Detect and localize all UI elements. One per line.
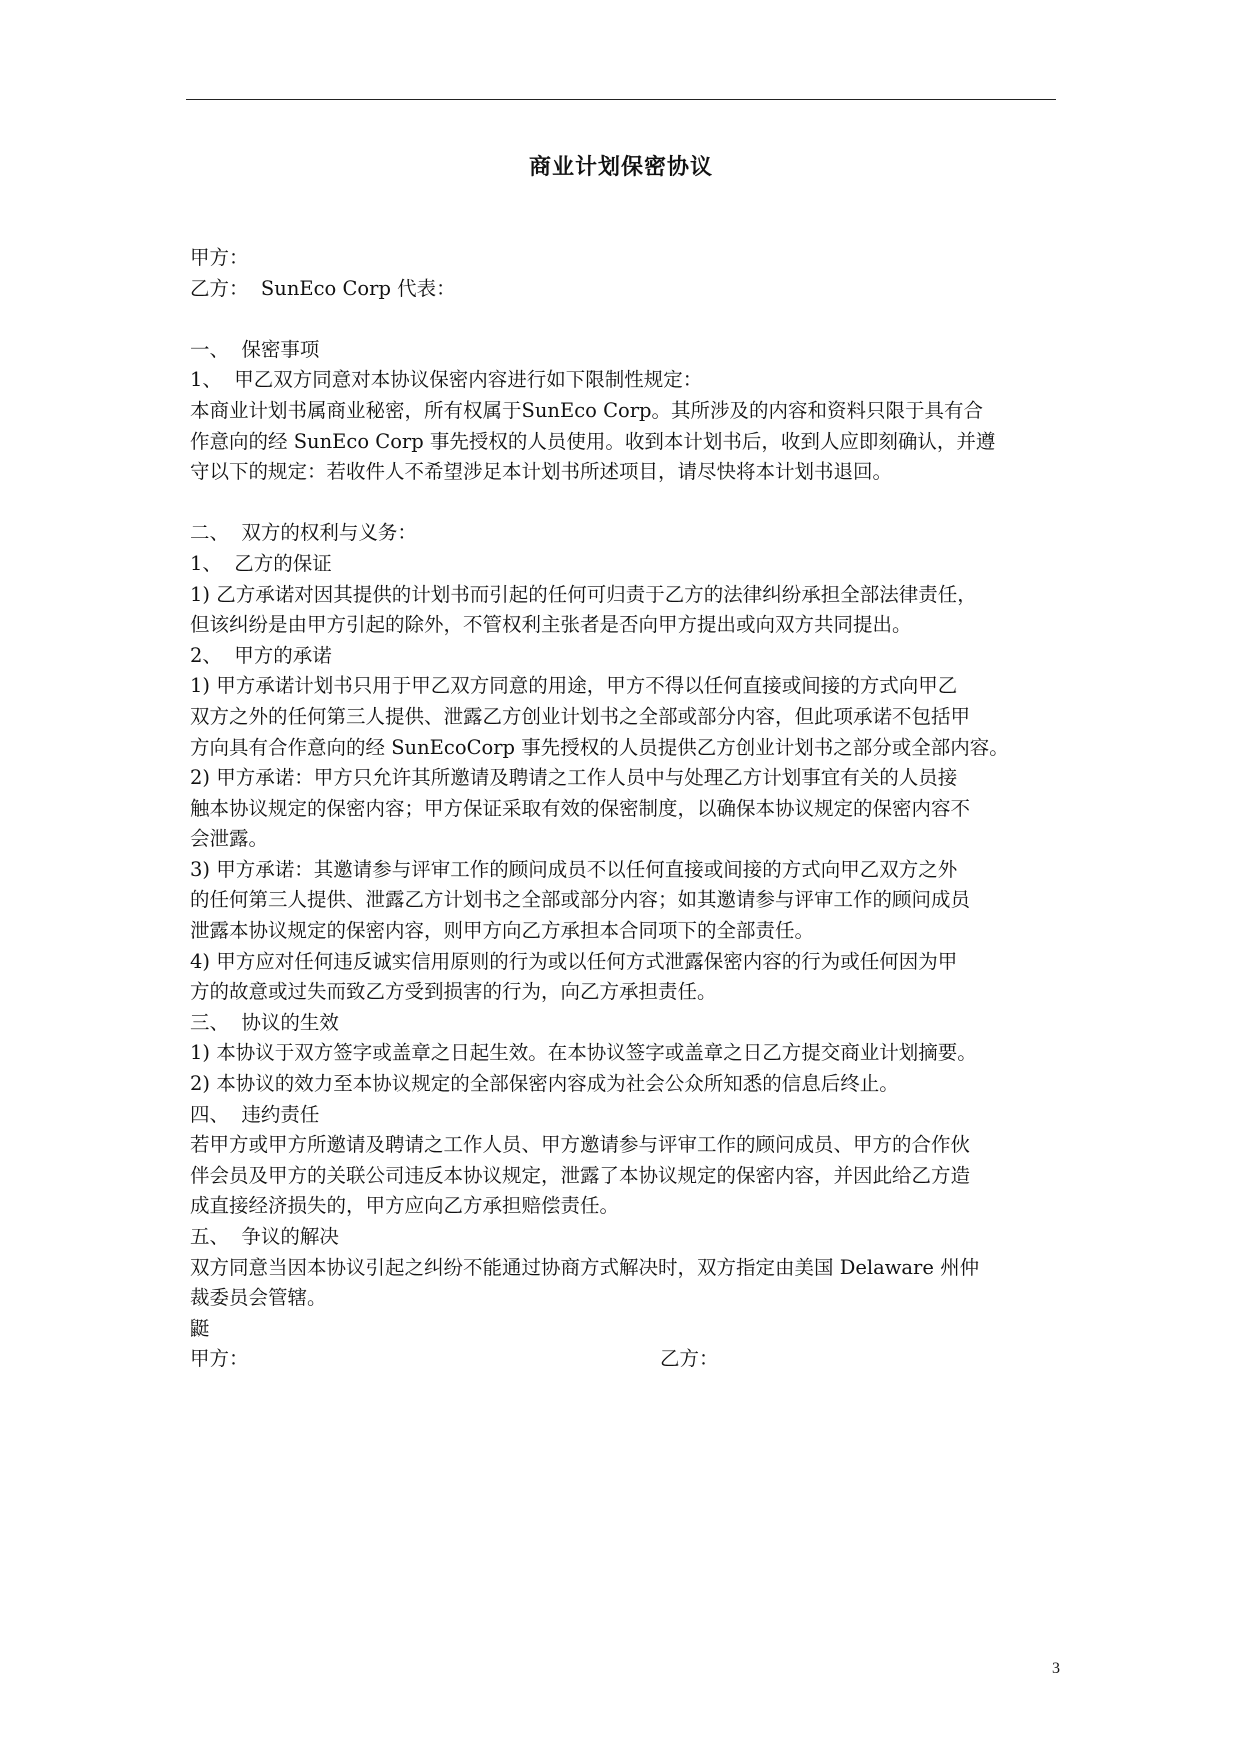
section-2-item-1-line: 方向具有合作意向的经 SunEcoCorp 事先授权的人员提供乙方创业计划书之部分或全部内容。 [190, 735, 1009, 759]
section-2-item-2-line: 触本协议规定的保密内容；甲方保证采取有效的保密制度，以确保本协议规定的保密内容不 [190, 796, 971, 820]
section-4-line: 若甲方或甲方所邀请及聘请之工作人员、甲方邀请参与评审工作的顾问成员、甲方的合作伙 [190, 1133, 971, 1157]
section-2-sub-1-line: 1) 乙方承诺对因其提供的计划书而引起的任何可归责于乙方的法律纠纷承担全部法律责任， [190, 582, 977, 606]
section-5-line: 裁委员会管辖。 [190, 1286, 327, 1310]
signature-party-b: 乙方： [660, 1347, 719, 1371]
section-2-item-4-line: 4) 甲方应对任何违反诚实信用原则的行为或以任何方式泄露保密内容的行为或任何因为甲 [190, 949, 958, 973]
section-4-heading: 四、 违约责任 [190, 1102, 320, 1126]
section-1-para-line: 本商业计划书属商业秘密，所有权属于SunEco Corp。其所涉及的内容和资料只限于具有合 [190, 398, 984, 422]
section-3-line: 1) 本协议于双方签字或盖章之日起生效。在本协议签字或盖章之日乙方提交商业计划摘要。 [190, 1041, 977, 1065]
section-3-heading: 三、 协议的生效 [190, 1010, 339, 1034]
stray-character: 鼮 [190, 1316, 210, 1340]
section-2-item-4-line: 方的故意或过失而致乙方受到损害的行为，向乙方承担责任。 [190, 980, 717, 1004]
section-2-item-2-line: 会泄露。 [190, 827, 269, 851]
section-2-item-3-line: 3) 甲方承诺：其邀请参与评审工作的顾问成员不以任何直接或间接的方式向甲乙双方之外 [190, 857, 958, 881]
section-2-item-1-line: 1) 甲方承诺计划书只用于甲乙双方同意的用途，甲方不得以任何直接或间接的方式向甲乙 [190, 674, 958, 698]
document-title: 商业计划保密协议 [528, 154, 713, 180]
section-4-line: 伴会员及甲方的关联公司违反本协议规定，泄露了本协议规定的保密内容，并因此给乙方造 [190, 1163, 971, 1187]
section-1-para-line: 守以下的规定：若收件人不希望涉足本计划书所述项目，请尽快将本计划书退回。 [190, 460, 893, 484]
header-rule [186, 99, 1056, 100]
section-2-heading: 二、 双方的权利与义务： [190, 521, 417, 545]
section-5-line: 双方同意当因本协议引起之纠纷不能通过协商方式解决时，双方指定由美国 Delaware 州仲 [190, 1255, 980, 1279]
section-2-item-3-line: 的任何第三人提供、泄露乙方计划书之全部或部分内容；如其邀请参与评审工作的顾问成员 [190, 888, 971, 912]
section-4-line: 成直接经济损失的，甲方应向乙方承担赔偿责任。 [190, 1194, 620, 1218]
section-1-para-line: 作意向的经 SunEco Corp 事先授权的人员使用。收到本计划书后，收到人应即刻确认，并遵 [190, 429, 996, 453]
section-2-sub-1-heading: 1、 乙方的保证 [190, 551, 332, 575]
section-3-line: 2) 本协议的效力至本协议规定的全部保密内容成为社会公众所知悉的信息后终止。 [190, 1072, 899, 1096]
party-b-line: 乙方： SunEco Corp 代表： [190, 276, 456, 300]
section-1-item-1: 1、 甲乙双方同意对本协议保密内容进行如下限制性规定： [190, 368, 703, 392]
section-5-heading: 五、 争议的解决 [190, 1225, 339, 1248]
section-1-heading: 一、 保密事项 [190, 337, 320, 361]
signature-party-a: 甲方： [190, 1347, 249, 1371]
blank-line [190, 304, 1060, 335]
section-2-sub-2-heading: 2、 甲方的承诺 [190, 643, 332, 667]
page-number: 3 [1052, 1660, 1060, 1677]
document-body [190, 243, 1060, 1375]
section-2-sub-1-line: 但该纠纷是由甲方引起的除外，不管权利主张者是否向甲方提出或向双方共同提出。 [190, 613, 912, 637]
signature-row [190, 1344, 1060, 1375]
party-a-line: 甲方： [190, 246, 249, 269]
section-2-item-1-line: 双方之外的任何第三人提供、泄露乙方创业计划书之全部或部分内容，但此项承诺不包括甲 [190, 704, 971, 728]
section-2-item-2-line: 2) 甲方承诺：甲方只允许其所邀请及聘请之工作人员中与处理乙方计划事宜有关的人员接 [190, 766, 958, 790]
blank-line [190, 488, 1060, 519]
section-2-item-3-line: 泄露本协议规定的保密内容，则甲方向乙方承担本合同项下的全部责任。 [190, 919, 815, 943]
